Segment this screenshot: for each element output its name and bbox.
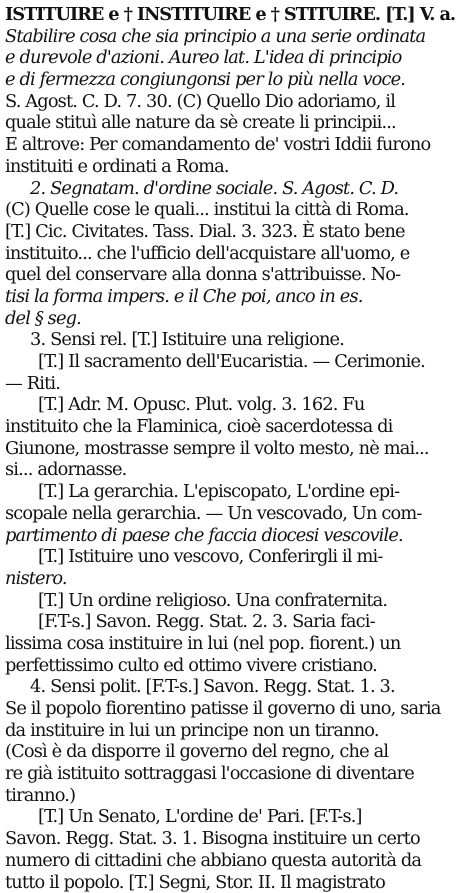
entry-line: perfettissimo culto ed ottimo vivere cristiano.: [5, 655, 466, 677]
entry-line: [F.T-s.] Savon. Regg. Stat. 2. 3. Saria faci-: [5, 611, 466, 633]
entry-line: del § seg.: [5, 308, 466, 330]
entry-line: [T.] Adr. M. Opusc. Plut. volg. 3. 162. Fu: [5, 394, 466, 416]
entry-line: [T.] Istituire uno vescovo, Conferirgli il mi-: [5, 546, 466, 568]
entry-line: e durevole d'azioni. Aureo lat. L'idea di principio: [5, 47, 466, 69]
entry-line: tiranno.): [5, 785, 466, 807]
entry-line: — Riti.: [5, 373, 466, 395]
sense-4-heading: 4. Sensi polit. [F.T-s.] Savon. Regg. Stat. 1. 3.: [5, 676, 466, 698]
entry-line: S. Agost. C. D. 7. 30. (C) Quello Dio adoriamo, il: [5, 91, 466, 113]
entry-line: da instituire in lui un principe non un tiranno.: [5, 720, 466, 742]
entry-headword-line: ISTITUIRE e † INSTITUIRE e † STITUIRE. [T.] V. a.: [5, 4, 466, 26]
entry-line: partimento di paese che faccia diocesi vescovile.: [5, 525, 466, 547]
entry-line: Stabilire cosa che sia principio a una serie ordinata: [5, 26, 466, 48]
entry-line: tutto il popolo. [T.] Segni, Stor. II. Il magistrato: [5, 872, 466, 893]
entry-line: si... adornasse.: [5, 459, 466, 481]
entry-line: numero di cittadini che abbiano questa autorità da: [5, 850, 466, 872]
entry-line: Se il popolo fiorentino patisse il governo di uno, saria: [5, 698, 466, 720]
entry-line: Savon. Regg. Stat. 3. 1. Bisogna instituire un certo: [5, 828, 466, 850]
entry-line: lissima cosa instituire in lui (nel pop. fiorent.) un: [5, 633, 466, 655]
entry-line: E altrove: Per comandamento de' vostri Iddii furono: [5, 134, 466, 156]
entry-line: Giunone, mostrasse sempre il volto mesto, nè mai...: [5, 438, 466, 460]
entry-line: (Così è da disporre il governo del regno, che al: [5, 741, 466, 763]
entry-line: quale stituì alle nature da sè create li principii...: [5, 112, 466, 134]
entry-line: [T.] La gerarchia. L'episcopato, L'ordine epi-: [5, 481, 466, 503]
entry-line: instituito... che l'ufficio dell'acquistare all'uomo, e: [5, 243, 466, 265]
entry-line: re già istituito sottraggasi l'occasione di diventare: [5, 763, 466, 785]
entry-line: [T.] Un ordine religioso. Una confraternita.: [5, 590, 466, 612]
entry-line: nistero.: [5, 568, 466, 590]
entry-line: instituito che la Flaminica, cioè sacerdotessa di: [5, 416, 466, 438]
entry-line: scopale nella gerarchia. — Un vescovado, Un com-: [5, 503, 466, 525]
entry-line: [T.] Il sacramento dell'Eucaristia. — Cerimonie.: [5, 351, 466, 373]
entry-line: [T.] Un Senato, L'ordine de' Pari. [F.T-s.]: [5, 806, 466, 828]
entry-line: quel del conservare alla donna s'attribuisse. No-: [5, 264, 466, 286]
entry-line: [T.] Cic. Civitates. Tass. Dial. 3. 323. È stato bene: [5, 221, 466, 243]
entry-line: (C) Quelle cose le quali... institui la città di Roma.: [5, 199, 466, 221]
entry-line: e di fermezza congiungonsi per lo più nella voce.: [5, 69, 466, 91]
sense-2-heading: 2. Segnatam. d'ordine sociale. S. Agost. C. D.: [5, 178, 466, 200]
entry-line: instituiti e ordinati a Roma.: [5, 156, 466, 178]
entry-line: tisi la forma impers. e il Che poi, anco in es.: [5, 286, 466, 308]
sense-3-heading: 3. Sensi rel. [T.] Istituire una religione.: [5, 329, 466, 351]
